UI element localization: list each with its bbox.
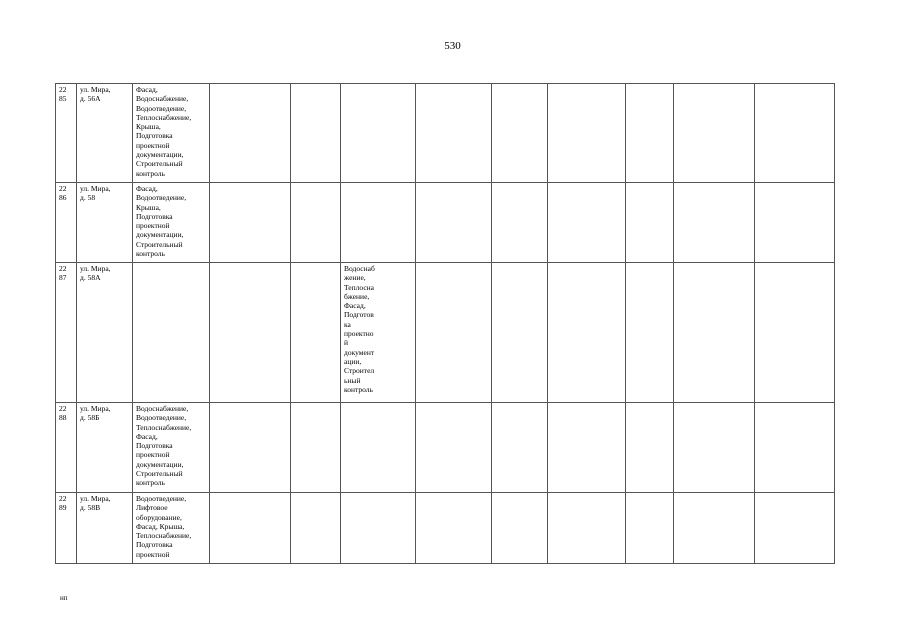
empty-cell: [492, 183, 548, 263]
empty-cell: [492, 403, 548, 493]
empty-cell: [291, 403, 341, 493]
empty-cell: [626, 263, 674, 403]
empty-cell: [291, 263, 341, 403]
works-table: [55, 83, 835, 564]
empty-cell: [210, 403, 291, 493]
works-cell: Водоснабжение, Водоотведение, Теплоснабжение, Фасад, Подготовка проектной документации, Строительный контроль: [133, 403, 210, 493]
row-number: 22 87: [56, 263, 77, 403]
empty-cell: [291, 183, 341, 263]
empty-cell: [674, 263, 755, 403]
empty-cell: [210, 183, 291, 263]
empty-cell: [674, 84, 755, 183]
empty-cell: [492, 84, 548, 183]
empty-cell: [416, 84, 492, 183]
empty-cell: [492, 493, 548, 564]
table-row: [56, 183, 835, 263]
empty-cell: [626, 403, 674, 493]
row-number: 22 85: [56, 84, 77, 183]
table-row: [56, 263, 835, 403]
works-cell-alt: [341, 84, 416, 183]
empty-cell: [548, 84, 626, 183]
empty-cell: [626, 493, 674, 564]
empty-cell: [492, 263, 548, 403]
empty-cell: [548, 493, 626, 564]
row-number: 22 86: [56, 183, 77, 263]
works-cell-alt: [341, 403, 416, 493]
empty-cell: [210, 84, 291, 183]
works-cell: Водоотведение, Лифтовое оборудование, Фасад, Крыша, Теплоснабжение, Подготовка проектной: [133, 493, 210, 564]
empty-cell: [416, 263, 492, 403]
empty-cell: [291, 84, 341, 183]
address-cell: ул. Мира, д. 58Б: [77, 403, 133, 493]
empty-cell: [291, 493, 341, 564]
empty-cell: [755, 263, 835, 403]
works-cell-alt: [341, 493, 416, 564]
works-cell: Фасад, Водоотведение, Крыша, Подготовка проектной документации, Строительный контроль: [133, 183, 210, 263]
empty-cell: [548, 263, 626, 403]
empty-cell: [626, 84, 674, 183]
works-cell: [133, 263, 210, 403]
empty-cell: [755, 183, 835, 263]
empty-cell: [548, 403, 626, 493]
empty-cell: [674, 183, 755, 263]
table-row: [56, 84, 835, 183]
works-cell-alt: Водоснаб жение, Теплосна бжение, Фасад, Подготов ка проектно й документ ации, Строител ьный контроль: [341, 263, 416, 403]
empty-cell: [548, 183, 626, 263]
footer-mark: нп: [60, 594, 68, 602]
row-number: 22 88: [56, 403, 77, 493]
page-number: 530: [444, 40, 461, 52]
empty-cell: [416, 183, 492, 263]
empty-cell: [755, 84, 835, 183]
address-cell: ул. Мира, д. 58: [77, 183, 133, 263]
empty-cell: [755, 493, 835, 564]
empty-cell: [210, 263, 291, 403]
address-cell: ул. Мира, д. 56А: [77, 84, 133, 183]
row-number: 22 89: [56, 493, 77, 564]
works-cell: Фасад, Водоснабжение, Водоотведение, Теплоснабжение, Крыша, Подготовка проектной документации, Строительный контроль: [133, 84, 210, 183]
works-cell-alt: [341, 183, 416, 263]
table-row: [56, 493, 835, 564]
empty-cell: [755, 403, 835, 493]
empty-cell: [674, 493, 755, 564]
empty-cell: [416, 403, 492, 493]
address-cell: ул. Мира, д. 58А: [77, 263, 133, 403]
empty-cell: [674, 403, 755, 493]
table-row: [56, 403, 835, 493]
empty-cell: [416, 493, 492, 564]
empty-cell: [626, 183, 674, 263]
address-cell: ул. Мира, д. 58В: [77, 493, 133, 564]
empty-cell: [210, 493, 291, 564]
